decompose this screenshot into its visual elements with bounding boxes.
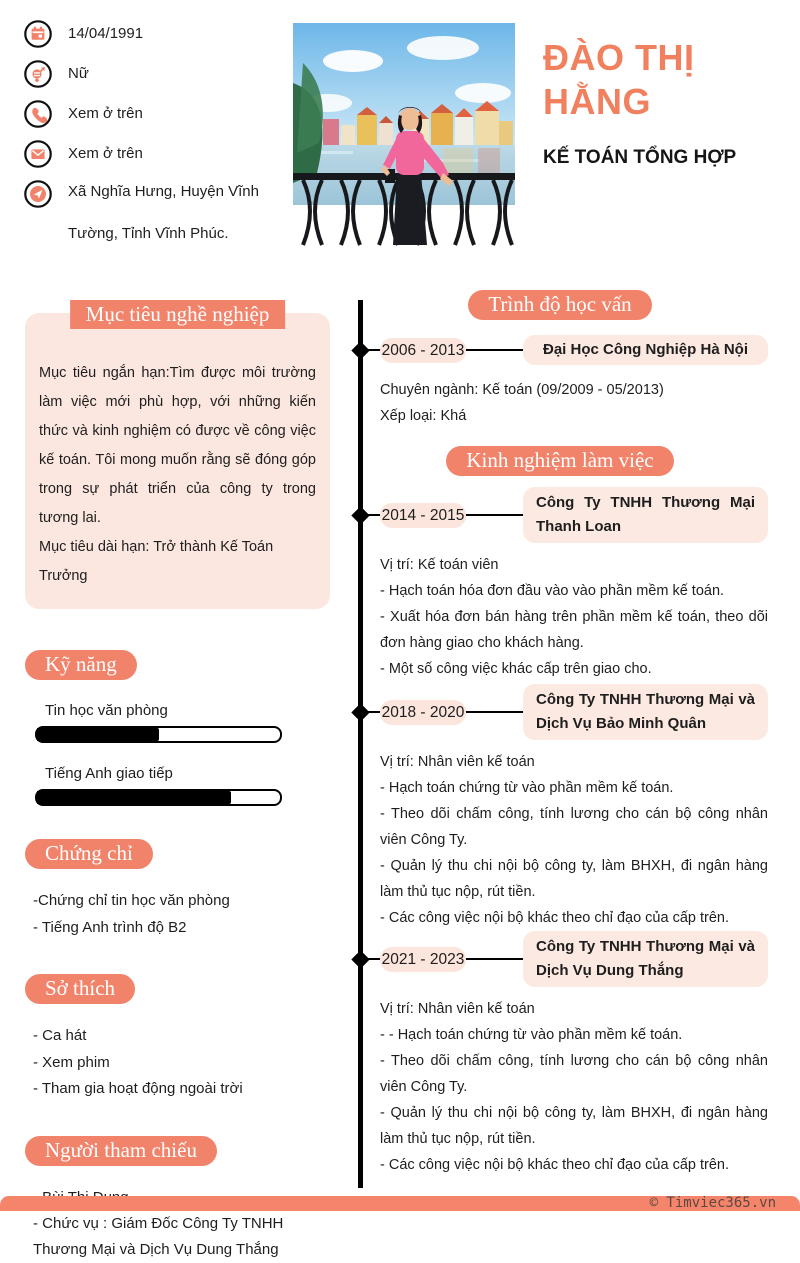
calendar-icon bbox=[24, 20, 52, 48]
objective-body-2: Mục tiêu dài hạn: Trở thành Kế Toán Trưởng bbox=[39, 539, 274, 584]
contact-row-phone bbox=[24, 100, 274, 128]
skill-label: Tin học văn phòng bbox=[45, 702, 168, 719]
experience-detail: - Quản lý thu chi nội bộ công ty, làm BHXH, đi ngân hàng làm thủ tục nộp, rút tiền. bbox=[380, 858, 768, 900]
skills-section bbox=[25, 650, 330, 806]
experience-detail: - Theo dõi chấm công, tính lương cho cán bộ công nhân viên Công Ty. bbox=[380, 806, 768, 848]
certificates-heading: Chứng chỉ bbox=[25, 839, 153, 869]
experience-detail: - Xuất hóa đơn bán hàng trên phần mềm kế toán, theo dõi đơn hàng giao cho khách hàng. bbox=[380, 609, 768, 651]
hobby-item: - Tham gia hoạt động ngoài trời bbox=[33, 1080, 243, 1097]
experience-detail: Vị trí: Nhân viên kế toán bbox=[380, 754, 535, 770]
location-icon bbox=[24, 180, 52, 208]
gender-icon bbox=[24, 60, 52, 88]
experience-detail: - Theo dõi chấm công, tính lương cho cán bộ công nhân viên Công Ty. bbox=[380, 1053, 768, 1095]
certificates-section bbox=[25, 839, 330, 941]
reference-item: - Chức vụ : Giám Đốc Công Ty TNHH Thương Mại và Dịch Vụ Dung Thắng bbox=[33, 1214, 284, 1258]
education-period: 2006 - 2013 bbox=[380, 338, 466, 363]
objective-section bbox=[25, 302, 330, 609]
certificate-item: -Chứng chỉ tin học văn phòng bbox=[33, 892, 230, 909]
candidate-job-title: KẾ TOÁN TỔNG HỢP bbox=[543, 147, 737, 168]
skill-bar-office bbox=[35, 726, 282, 743]
education-detail: Chuyên ngành: Kế toán (09/2009 - 05/2013) bbox=[380, 382, 664, 398]
experience-detail: Vị trí: Nhân viên kế toán bbox=[380, 1001, 535, 1017]
hobbies-section bbox=[25, 974, 330, 1103]
education-detail: Xếp loại: Khá bbox=[380, 408, 467, 424]
hobby-item: - Xem phim bbox=[33, 1053, 110, 1071]
experience-period: 2018 - 2020 bbox=[380, 700, 466, 725]
experience-org: Công Ty TNHH Thương Mại Thanh Loan bbox=[523, 487, 768, 543]
timeline-line bbox=[358, 300, 363, 1188]
contact-row-gender bbox=[24, 60, 274, 88]
objective-heading: Mục tiêu nghề nghiệp bbox=[70, 300, 286, 329]
contact-birthday: 14/04/1991 bbox=[68, 25, 144, 42]
experience-detail: - Hạch toán chứng từ vào phần mềm kế toán. bbox=[380, 780, 674, 796]
contact-list bbox=[24, 20, 274, 267]
candidate-name: ĐÀO THỊ HẰNG bbox=[543, 37, 695, 122]
skill-fill bbox=[37, 728, 159, 741]
right-column bbox=[380, 290, 768, 1178]
references-heading: Người tham chiếu bbox=[25, 1136, 217, 1166]
education-section bbox=[380, 290, 768, 320]
experience-detail: - Quản lý thu chi nội bộ công ty, làm BHXH, đi ngân hàng làm thủ tục nộp, rút tiền. bbox=[380, 1105, 768, 1147]
contact-row-email bbox=[24, 140, 274, 168]
experience-entry-head bbox=[380, 931, 768, 987]
contact-phone: Xem ở trên bbox=[68, 105, 143, 122]
education-org: Đại Học Công Nghiệp Hà Nội bbox=[523, 335, 768, 365]
experience-detail: - - Hạch toán chứng từ vào phần mềm kế toán. bbox=[380, 1027, 683, 1043]
experience-heading: Kinh nghiệm làm việc bbox=[446, 446, 673, 476]
experience-section bbox=[380, 446, 768, 476]
contact-gender: Nữ bbox=[68, 65, 89, 82]
experience-detail: Vị trí: Kế toán viên bbox=[380, 557, 499, 573]
experience-period: 2014 - 2015 bbox=[380, 503, 466, 528]
hobbies-heading: Sở thích bbox=[25, 974, 135, 1004]
experience-entry-head bbox=[380, 487, 768, 543]
phone-icon bbox=[24, 100, 52, 128]
avatar bbox=[293, 23, 515, 245]
education-heading: Trình độ học vấn bbox=[468, 290, 651, 320]
contact-email: Xem ở trên bbox=[68, 145, 143, 162]
skill-bar-english bbox=[35, 789, 282, 806]
timeline-diamond-icon bbox=[351, 950, 369, 968]
experience-org: Công Ty TNHH Thương Mại và Dịch Vụ Dung Thắng bbox=[523, 931, 768, 987]
timeline-diamond-icon bbox=[351, 341, 369, 359]
certificate-item: - Tiếng Anh trình độ B2 bbox=[33, 918, 187, 936]
experience-detail: - Một số công việc khác cấp trên giao cho. bbox=[380, 661, 652, 677]
experience-org: Công Ty TNHH Thương Mại và Dịch Vụ Bảo Minh Quân bbox=[523, 684, 768, 740]
skill-fill bbox=[37, 791, 231, 804]
contact-row-address bbox=[24, 180, 274, 255]
footer-bar bbox=[0, 1196, 800, 1211]
education-entry-head bbox=[380, 335, 768, 365]
footer-brand: © Timviec365.vn bbox=[649, 1195, 776, 1211]
experience-detail: - Các công việc nội bộ khác theo chỉ đạo của cấp trên. bbox=[380, 1157, 730, 1173]
contact-address: Xã Nghĩa Hưng, Huyện Vĩnh Tường, Tỉnh Vĩnh Phúc. bbox=[68, 183, 259, 242]
skills-heading: Kỹ năng bbox=[25, 650, 137, 680]
experience-entry-head bbox=[380, 684, 768, 740]
experience-period: 2021 - 2023 bbox=[380, 947, 466, 972]
timeline-diamond-icon bbox=[351, 703, 369, 721]
experience-detail: - Các công việc nội bộ khác theo chỉ đạo của cấp trên. bbox=[380, 910, 730, 926]
objective-body: Mục tiêu ngắn hạn:Tìm được môi trường làm việc mới phù hợp, với những kiến thức và kinh nghiệm có được về công việc kế toán. Tôi mong muốn rằng sẽ đóng góp trong sự phát triển của công ty trong tương lai. bbox=[39, 365, 316, 526]
hobby-item: - Ca hát bbox=[33, 1027, 87, 1044]
skill-label: Tiếng Anh giao tiếp bbox=[45, 765, 173, 782]
experience-detail: - Hạch toán hóa đơn đầu vào vào phần mềm kế toán. bbox=[380, 583, 725, 599]
timeline-diamond-icon bbox=[351, 506, 369, 524]
email-icon bbox=[24, 140, 52, 168]
contact-row-birthday bbox=[24, 20, 274, 48]
left-column bbox=[25, 290, 330, 1263]
